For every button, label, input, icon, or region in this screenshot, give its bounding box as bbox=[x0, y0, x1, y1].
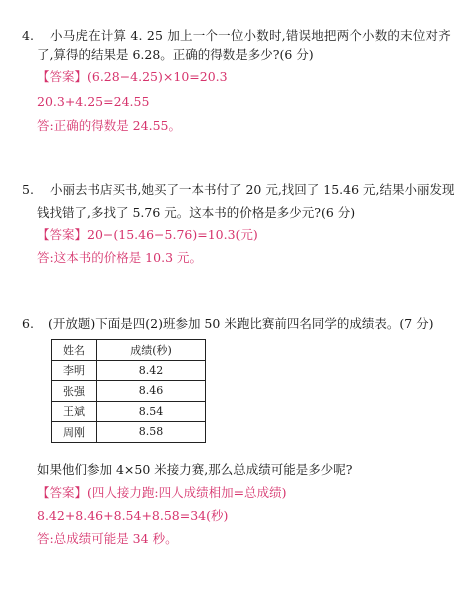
question-text: 钱找错了,多找了 5.76 元。这本书的价格是多少元?(6 分) bbox=[37, 205, 356, 220]
table-cell-name: 周刚 bbox=[52, 422, 97, 443]
question-text: (开放题)下面是四(2)班参加 50 米跑比赛前四名同学的成绩表。(7 分) bbox=[48, 316, 434, 331]
answer-text: 【答案】(四人接力跑:四人成绩相加=总成绩) bbox=[37, 485, 287, 500]
table-row bbox=[52, 381, 206, 402]
table-cell-score: 8.58 bbox=[97, 422, 206, 443]
question-number: 6. bbox=[22, 316, 34, 331]
table-row bbox=[52, 422, 206, 443]
answer-text: 答:正确的得数是 24.55。 bbox=[37, 118, 181, 133]
answer-text: 8.42+8.46+8.54+8.58=34(秒) bbox=[37, 508, 229, 523]
table-cell-score: 8.54 bbox=[97, 401, 206, 422]
answer-text: 20.3+4.25=24.55 bbox=[37, 94, 150, 109]
table-header-row bbox=[52, 340, 206, 361]
table-cell-name: 王斌 bbox=[52, 401, 97, 422]
score-table bbox=[51, 339, 206, 443]
table-row bbox=[52, 360, 206, 381]
answer-text: 【答案】(6.28−4.25)×10=20.3 bbox=[37, 69, 228, 84]
answer-text: 答:这本书的价格是 10.3 元。 bbox=[37, 250, 202, 265]
question-text: 小丽去书店买书,她买了一本书付了 20 元,找回了 15.46 元,结果小丽发现 bbox=[50, 182, 455, 197]
table-header-cell: 姓名 bbox=[52, 340, 97, 361]
question-text: 如果他们参加 4×50 米接力赛,那么总成绩可能是多少呢? bbox=[37, 462, 353, 477]
table-cell-name: 张强 bbox=[52, 381, 97, 402]
table-row bbox=[52, 401, 206, 422]
answer-text: 答:总成绩可能是 34 秒。 bbox=[37, 531, 178, 546]
question-text: 了,算得的结果是 6.28。正确的得数是多少?(6 分) bbox=[37, 47, 314, 62]
table-cell-score: 8.46 bbox=[97, 381, 206, 402]
question-number: 5. bbox=[22, 182, 34, 197]
table-cell-score: 8.42 bbox=[97, 360, 206, 381]
question-number: 4. bbox=[22, 28, 34, 43]
table-cell-name: 李明 bbox=[52, 360, 97, 381]
question-text: 小马虎在计算 4. 25 加上一个一位小数时,错误地把两个小数的末位对齐 bbox=[50, 28, 451, 43]
table-header-cell: 成绩(秒) bbox=[97, 340, 206, 361]
answer-text: 【答案】20−(15.46−5.76)=10.3(元) bbox=[37, 227, 258, 242]
